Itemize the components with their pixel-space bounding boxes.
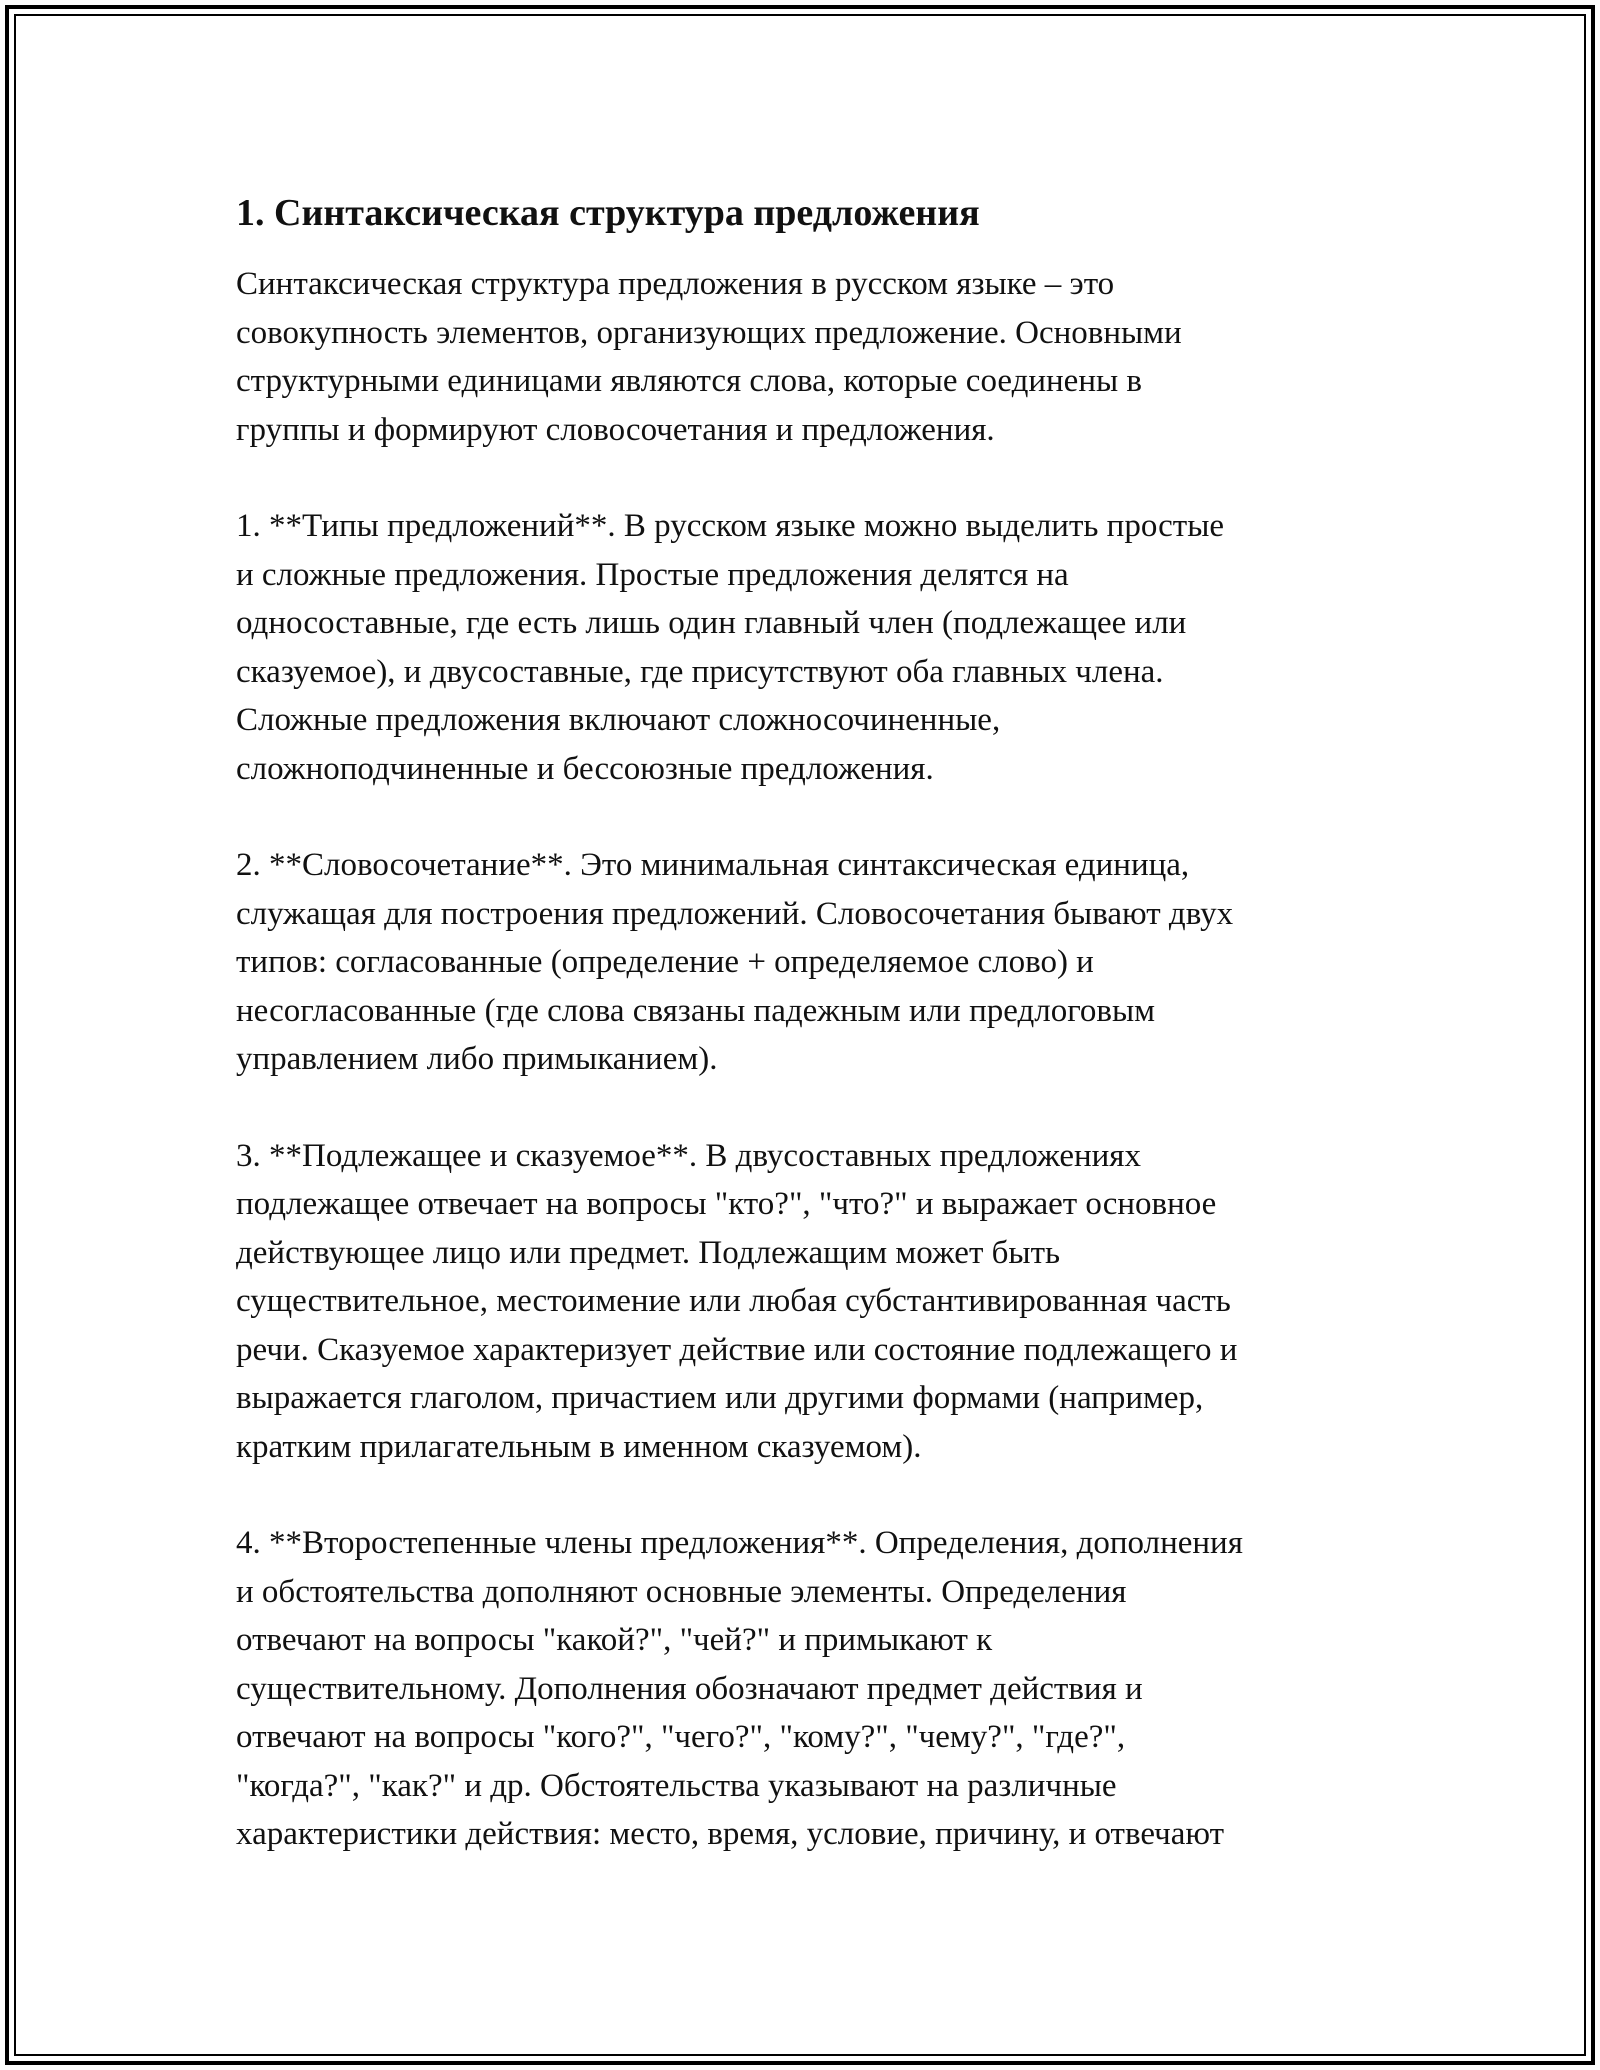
paragraph-subject-predicate: 3. **Подлежащее и сказуемое**. В двусоставных предложениях подлежащее отвечает на вопросы "кто?", "что?" и выражает основное действующее лицо или предмет. Подлежащим может быть существительное, местоимение или любая субстантивированная часть речи. Сказуемое характеризует действие или состояние подлежащего и выражается глаголом, причастием или другими формами (например, кратким прилагательным в именном сказуемом). bbox=[236, 1137, 1238, 1465]
intro-paragraph: Синтаксическая структура предложения в русском языке – это совокупность элементов, организующих предложение. Основными структурными единицами являются слова, которые соединены в группы и формируют словосочетания и предложения. bbox=[236, 266, 1182, 448]
section-heading: 1. Синтаксическая структура предложения bbox=[236, 192, 980, 234]
paragraph-word-combination: 2. **Словосочетание**. Это минимальная синтаксическая единица, служащая для построения предложений. Словосочетания бывают двух типов: согласованные (определение + определяемое слово) и несогласованные (где слова связаны падежным или предлоговым управлением либо примыканием). bbox=[236, 847, 1234, 1077]
paragraph-secondary-members: 4. **Второстепенные члены предложения**. Определения, дополнения и обстоятельства дополняют основные элементы. Определения отвечают на вопросы "какой?", "чей?" и примыкают к существительному. Дополнения обозначают предмет действия и отвечают на вопросы "кого?", "чего?", "кому?", "чему?", "где?", "когда?", "как?" и др. Обстоятельства указывают на различные характеристики действия: место, время, условие, причину, и отвечают bbox=[236, 1525, 1243, 1852]
paragraph-sentence-types: 1. **Типы предложений**. В русском языке можно выделить простые и сложные предложения. Простые предложения делятся на односоставные, где есть лишь один главный член (подлежащее или сказуемое), и двусоставные, где присутствуют оба главных члена. Сложные предложения включают сложносочиненные, сложноподчиненные и бессоюзные предложения. bbox=[236, 508, 1225, 787]
document-body bbox=[236, 188, 1386, 1907]
